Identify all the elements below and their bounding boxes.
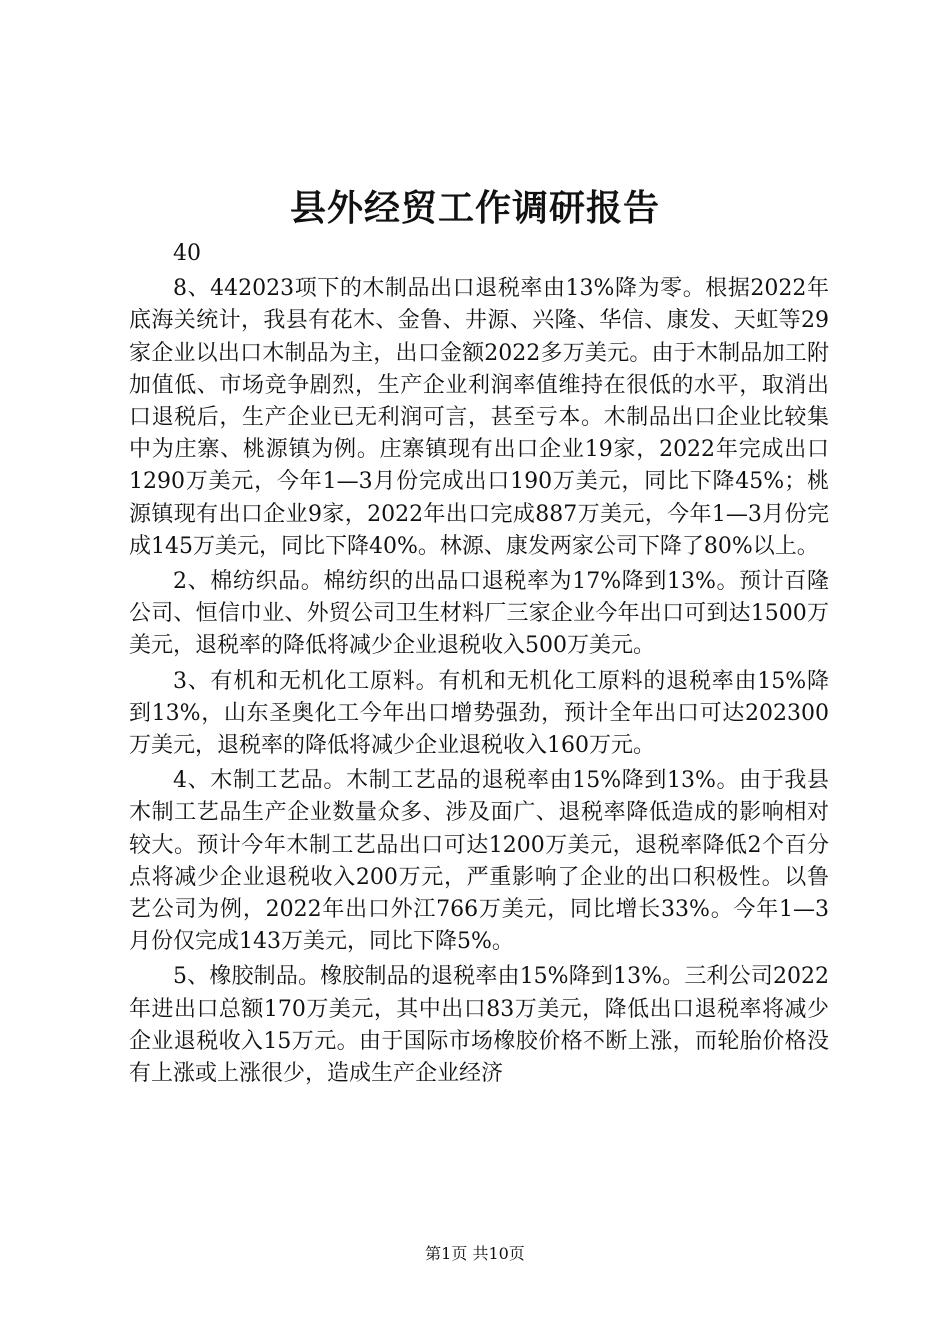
paragraph: 4、木制工艺品。木制工艺品的退税率由15%降到13%。由于我县木制工艺品生产企业数量众多、涉及面广、退税率降低造成的影响相对较大。预计今年木制工艺品出口可达1200万美元，退税率降低2个百分点将减少企业退税收入200万元，严重影响了企业的出口积极性。以鲁艺公司为例，2022年出口外江766万美元，同比增长33%。今年1—3月份仅完成143万美元，同比下降5%。 [129, 768, 829, 955]
page-number-footer: 第1页 共10页 [425, 1244, 525, 1263]
paragraph: 3、有机和无机化工原料。有机和无机化工原料的退税率由15%降到13%，山东圣奥化工今年出口增势强劲，预计全年出口可达202300万美元，退税率的降低将减少企业退税收入160万元。 [129, 668, 829, 759]
paragraph: 8、442023项下的木制品出口退税率由13%降为零。根据2022年底海关统计，我县有花木、金鲁、井源、兴隆、华信、康发、天虹等29家企业以出口木制品为主，出口金额2022多万美元。由于木制品加工附加值低、市场竞争剧烈，生产企业利润率值维持在很低的水平，取消出口退税后，生产企业已无利润可言，甚至亏本。木制品出口企业比较集中为庄寨、桃源镇为例。庄寨镇现有出口企业19家，2022年完成出口1290万美元，今年1—3月份完成出口190万美元，同比下降45%；桃源镇现有出口企业9家，2022年出口完成887万美元，今年1—3月份完成145万美元，同比下降40%。林源、康发两家公司下降了80%以上。 [129, 276, 829, 559]
page-title: 县外经贸工作调研报告 [289, 187, 660, 229]
paragraph: 5、橡胶制品。橡胶制品的退税率由15%降到13%。三利公司2022年进出口总额170万美元，其中出口83万美元，降低出口退税率将减少企业退税收入15万元。由于国际市场橡胶价格不断上涨，而轮胎价格没有上涨或上涨很少，造成生产企业经济 [129, 964, 829, 1087]
document-body [129, 238, 829, 1090]
paragraph: 40 [173, 241, 201, 266]
paragraph: 2、棉纺织品。棉纺织的出品口退税率为17%降到13%。预计百隆公司、恒信巾业、外贸公司卫生材料厂三家企业今年出口可到达1500万美元，退税率的降低将减少企业退税收入500万美元。 [129, 569, 829, 659]
